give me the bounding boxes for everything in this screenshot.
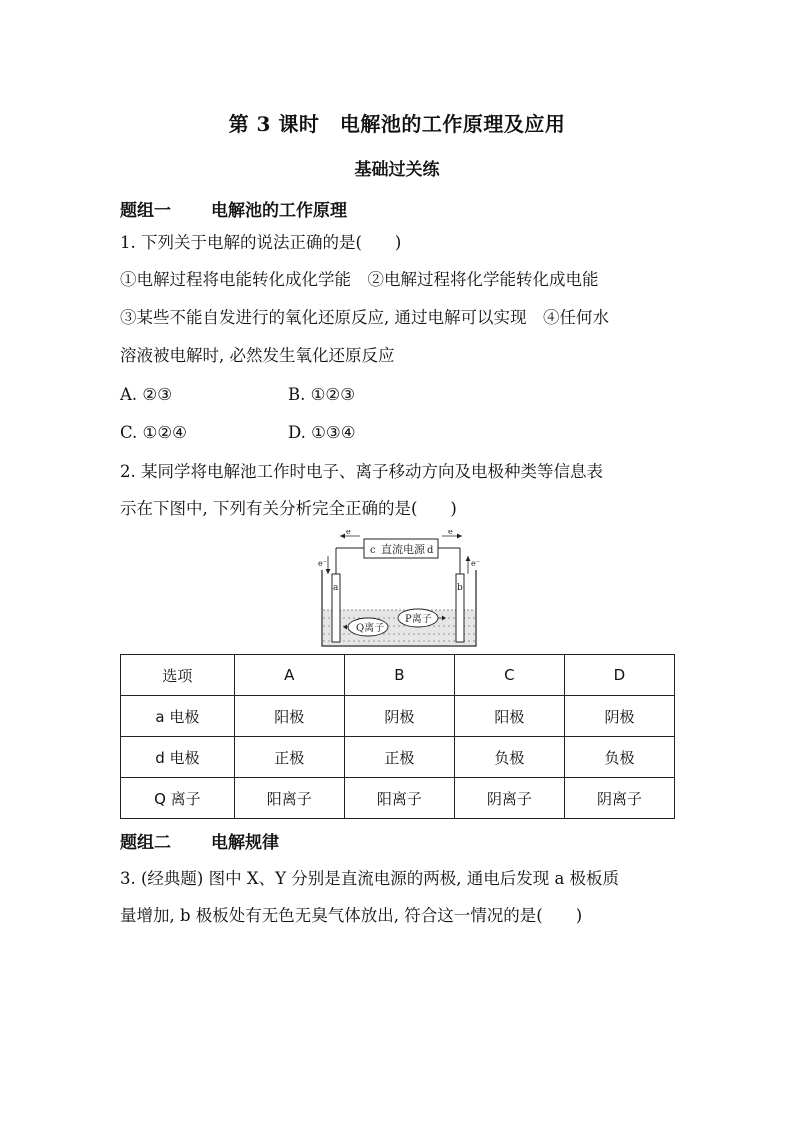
group-heading-2 [120,828,279,853]
table-row [121,778,675,819]
p-ion-label: P离子 [405,614,432,625]
question-2-line-2: 示在下图中, 下列有关分析完全正确的是( ) [120,499,457,518]
table-cell: 阴极 [344,696,454,737]
options-table [120,654,675,819]
question-2-line-1: 2. 某同学将电解池工作时电子、离子移动方向及电极种类等信息表 [120,462,603,481]
electrode-b-label: b [457,583,463,593]
q-ion-label: Q离子 [356,623,385,634]
table-cell: 阴离子 [564,778,674,819]
table-cell: 阳离子 [344,778,454,819]
table-row [121,696,675,737]
terminal-d-label: d [427,545,434,556]
group-name: 电解规律 [211,833,279,853]
table-header-cell: C [454,655,564,696]
table-cell: 负极 [564,737,674,778]
table-cell: 阳离子 [234,778,344,819]
table-cell: 阴离子 [454,778,564,819]
table-row [121,737,675,778]
group-label: 题组一 [120,201,171,221]
table-cell: a 电极 [121,696,235,737]
question-1-line-2: ③某些不能自发进行的氧化还原反应, 通过电解可以实现 ④任何水 [120,308,609,327]
electron-label-left: e⁻ [318,559,327,568]
question-1-option-b: B. ①②③ [288,385,355,404]
table-header-cell: B [344,655,454,696]
electrolysis-cell-diagram [310,530,490,652]
electron-label-top-left: e⁻ [346,530,355,536]
group-name: 电解池的工作原理 [211,201,347,221]
question-1-stem: 1. 下列关于电解的说法正确的是( ) [120,233,402,252]
question-1-option-c: C. ①②④ [120,423,187,442]
electrode-a-label: a [333,583,339,593]
table-header-cell: A [234,655,344,696]
question-1-option-a: A. ②③ [120,385,172,404]
electron-label-top-right: e⁻ [448,530,457,536]
section-subtitle: 基础过关练 [354,160,440,180]
table-cell: 阳极 [454,696,564,737]
table-header-cell: 选项 [121,655,235,696]
terminal-c-label: c [370,545,376,556]
page-title: 第 3 课时 电解池的工作原理及应用 [228,112,566,136]
question-3-line-2: 量增加, b 极板处有无色无臭气体放出, 符合这一情况的是( ) [120,906,583,925]
group-label: 题组二 [120,833,171,853]
table-cell: Q 离子 [121,778,235,819]
table-cell: 负极 [454,737,564,778]
table-cell: d 电极 [121,737,235,778]
table-header-cell: D [564,655,674,696]
electron-label-right: e⁻ [471,559,480,568]
table-header-row [121,655,675,696]
question-3-line-1: 3. (经典题) 图中 X、Y 分别是直流电源的两极, 通电后发现 a 极板质 [120,869,620,888]
table-cell: 阳极 [234,696,344,737]
table-cell: 正极 [234,737,344,778]
dc-source-label: 直流电源 [381,543,425,556]
group-heading-1 [120,196,347,221]
question-1-option-d: D. ①③④ [288,423,356,442]
table-cell: 正极 [344,737,454,778]
question-1-line-3: 溶液被电解时, 必然发生氧化还原反应 [120,346,395,365]
table-cell: 阴极 [564,696,674,737]
question-1-line-1: ①电解过程将电能转化成化学能 ②电解过程将化学能转化成电能 [120,270,599,289]
